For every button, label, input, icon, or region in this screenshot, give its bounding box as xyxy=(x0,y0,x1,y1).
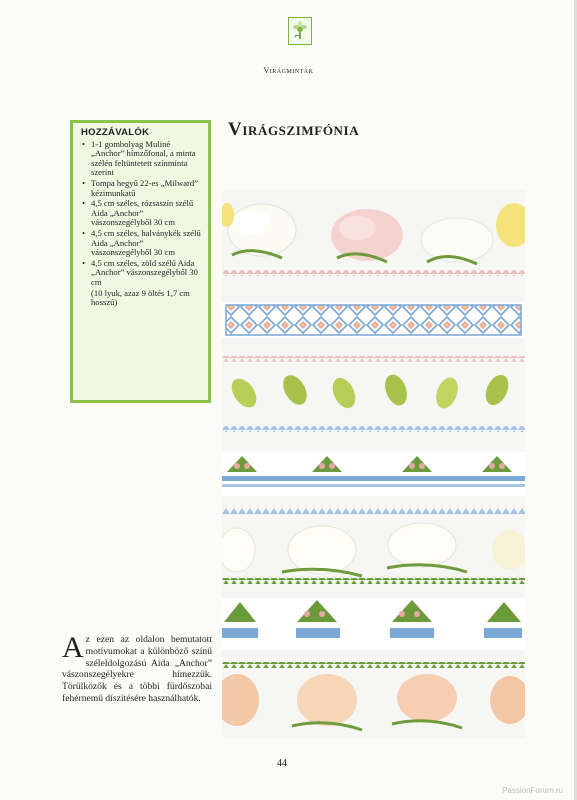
materials-item: • 4,5 cm széles, rózsaszín szélű Aida „Anchor” vászonszegélyből 30 cm xyxy=(81,199,202,228)
watermark: PassionForum.ru xyxy=(502,786,563,795)
flower-emblem-icon xyxy=(288,17,312,45)
embroidery-photo xyxy=(222,190,525,738)
materials-list xyxy=(81,140,202,308)
page-number: 44 xyxy=(277,758,287,769)
flower-row-1 xyxy=(222,203,525,276)
running-head: Virágminták xyxy=(263,66,314,75)
caption xyxy=(62,631,212,705)
materials-item: • 1-1 gombolyag Muliné „Anchor” hímzőfonal, a minta szélén feltüntetett színminta szerint xyxy=(81,140,202,178)
bud-row xyxy=(222,371,525,432)
materials-item: • Tompa hegyű 22-es „Milward” kézimunkatű xyxy=(81,179,202,198)
basket-band-1 xyxy=(222,452,525,514)
materials-item: • 4,5 cm széles, halványkék szélű Aida „Anchor” vászonszegélyből 30 cm xyxy=(81,229,202,258)
materials-heading: HOZZÁVALÓK xyxy=(81,127,150,138)
materials-box xyxy=(70,120,211,403)
basket-band-2 xyxy=(222,598,525,668)
rose-row xyxy=(222,674,525,730)
lily-row xyxy=(222,523,525,584)
diamond-band xyxy=(222,302,525,362)
caption-text: z ezen az oldalon bemutatott motívumokat a különböző színű széleldolgozású Aida „Anchor” vászonszegélyekre hímezzük. Törülközők és a többi fürdőszobai fehérnemű díszítésére használhatók. xyxy=(62,634,212,704)
caption-dropcap: A xyxy=(62,631,84,664)
materials-item: • 4,5 cm széles, zöld szélű Aida „Anchor” vászonszegélyből 30 cm xyxy=(81,259,202,288)
materials-note: (10 lyuk, azaz 9 öltés 1,7 cm hosszú) xyxy=(91,287,190,308)
page-title: Virágszimfónia xyxy=(228,119,360,140)
